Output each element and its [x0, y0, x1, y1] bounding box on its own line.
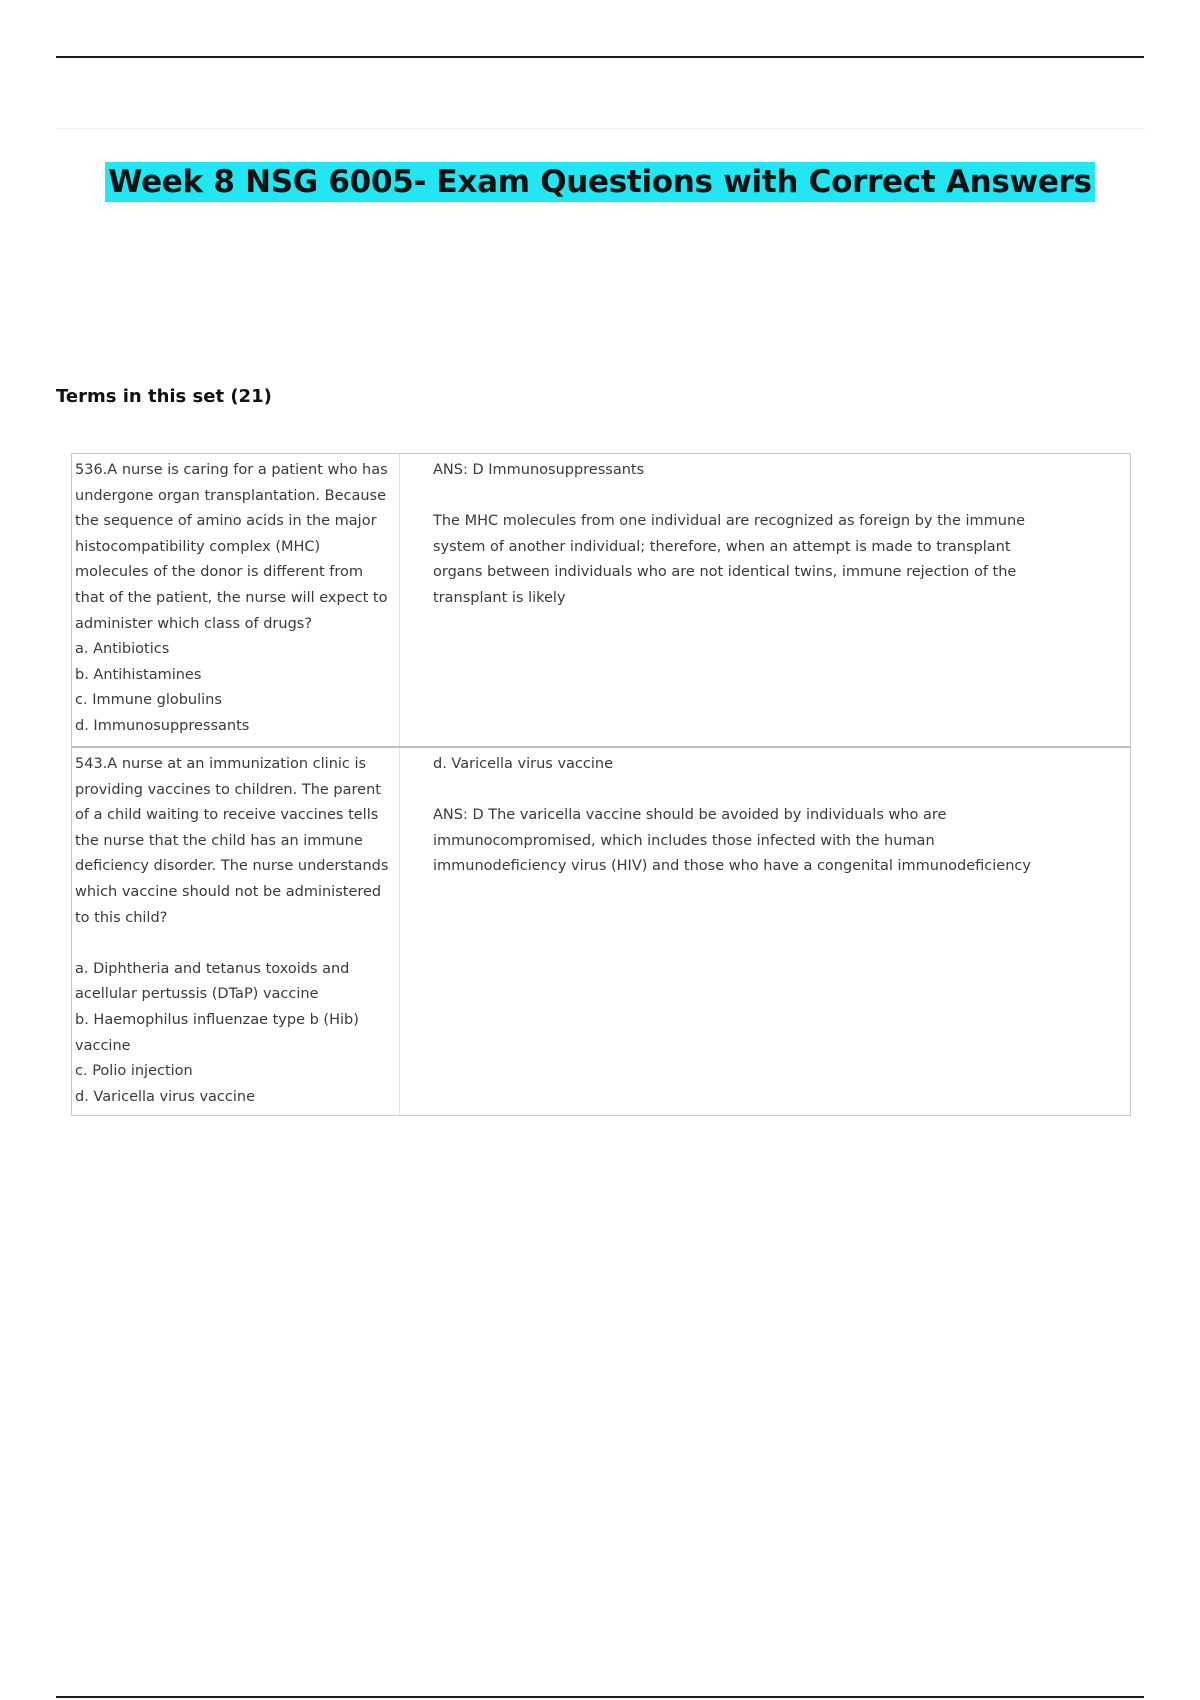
- question-line: the nurse that the child has an immune: [75, 832, 363, 849]
- rationale-line: organs between individuals who are not identical twins, immune rejection of the: [433, 564, 1017, 581]
- question-line: to this child?: [75, 909, 168, 926]
- rationale-line: The MHC molecules from one individual are recognized as foreign by the immune: [433, 513, 1026, 530]
- question-line: 543.A nurse at an immunization clinic is: [75, 756, 367, 772]
- question-line: molecules of the donor is different from: [75, 564, 364, 581]
- rationale-line: system of another individual; therefore, when an attempt is made to transplant: [433, 538, 1011, 555]
- answer-option: c. Polio injection: [75, 1063, 193, 1080]
- question-line: 536.A nurse is caring for a patient who has: [75, 462, 388, 478]
- question-line: the sequence of amino acids in the major: [75, 513, 377, 530]
- answer-option: a. Antibiotics: [75, 641, 170, 658]
- answer-heading: d. Varicella virus vaccine: [433, 756, 614, 772]
- terms-table: [71, 453, 1131, 1116]
- rationale-line: immunocompromised, which includes those infected with the human: [433, 832, 935, 849]
- rationale-line: transplant is likely: [433, 589, 566, 606]
- answer-option: acellular pertussis (DTaP) vaccine: [75, 986, 319, 1003]
- answer-option: d. Immunosuppressants: [75, 717, 250, 734]
- question-line: which vaccine should not be administered: [75, 883, 382, 900]
- answer-option: c. Immune globulins: [75, 692, 222, 709]
- answer-option: b. Haemophilus influenzae type b (Hib): [75, 1011, 359, 1028]
- spacer: [75, 931, 393, 957]
- answer-heading: ANS: D Immunosuppressants: [433, 462, 645, 478]
- term-answer-cell: [400, 748, 1130, 1115]
- question-line: undergone organ transplantation. Because: [75, 487, 387, 504]
- term-answer-cell: [400, 454, 1130, 746]
- spacer: [433, 778, 1070, 804]
- question-line: providing vaccines to children. The parent: [75, 781, 381, 798]
- term-row: [72, 454, 1130, 748]
- terms-set-heading: Terms in this set (21): [56, 386, 272, 407]
- faint-divider: [56, 128, 1146, 129]
- question-line: histocompatibility complex (MHC): [75, 538, 321, 555]
- term-question-cell: [72, 748, 400, 1115]
- footer-rule: [56, 1696, 1144, 1698]
- answer-option: a. Diphtheria and tetanus toxoids and: [75, 960, 350, 977]
- question-line: of a child waiting to receive vaccines tells: [75, 807, 379, 824]
- document-title: Week 8 NSG 6005- Exam Questions with Correct Answers: [105, 162, 1094, 202]
- answer-option: b. Antihistamines: [75, 666, 202, 683]
- header-rule: [56, 56, 1144, 58]
- question-line: administer which class of drugs?: [75, 615, 313, 632]
- title-wrapper: [0, 162, 1200, 202]
- answer-option: d. Varicella virus vaccine: [75, 1088, 256, 1105]
- question-line: deficiency disorder. The nurse understands: [75, 858, 389, 875]
- rationale-line: immunodeficiency virus (HIV) and those who have a congenital immunodeficiency: [433, 858, 1031, 875]
- term-row: [72, 748, 1130, 1115]
- spacer: [433, 484, 1070, 510]
- answer-option: vaccine: [75, 1037, 131, 1054]
- rationale-line: ANS: D The varicella vaccine should be avoided by individuals who are: [433, 807, 947, 824]
- question-line: that of the patient, the nurse will expect to: [75, 589, 388, 606]
- term-question-cell: [72, 454, 400, 746]
